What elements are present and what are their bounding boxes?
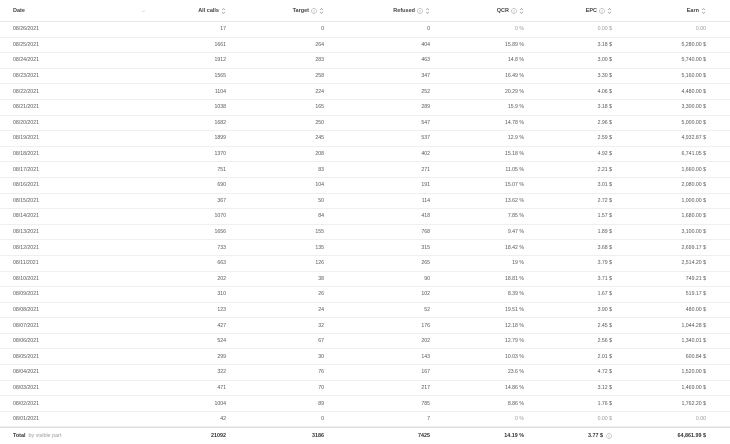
cell-refused: 7 xyxy=(427,416,430,423)
col-refused-label: Refused xyxy=(393,7,415,14)
cell-refused: 102 xyxy=(421,291,430,298)
cell-earn: 1,469.00 $ xyxy=(681,384,706,391)
cell-target: 135 xyxy=(315,244,324,251)
cell-date: 08/03/2021 xyxy=(13,384,39,391)
table-row[interactable] xyxy=(0,84,730,100)
cell-target: 165 xyxy=(315,104,324,111)
table-body xyxy=(0,22,730,427)
cell-date: 08/26/2021 xyxy=(13,26,39,33)
cell-calls: 1899 xyxy=(214,135,226,142)
cell-target: 264 xyxy=(315,41,324,48)
cell-epc: 3.18 $ xyxy=(597,41,612,48)
cell-refused: 537 xyxy=(421,135,430,142)
cell-refused: 418 xyxy=(421,213,430,220)
cell-earn: 0.00 xyxy=(695,26,706,33)
cell-earn: 3,300.00 $ xyxy=(681,104,706,111)
cell-target: 208 xyxy=(315,151,324,158)
footer-total-cell xyxy=(0,433,150,439)
cell-epc: 4.92 $ xyxy=(597,151,612,158)
cell-target: 155 xyxy=(315,229,324,236)
sort-icon[interactable] xyxy=(319,7,324,15)
cell-date: 08/14/2021 xyxy=(13,213,39,220)
col-calls-label: All calls xyxy=(198,7,219,14)
table-row[interactable] xyxy=(0,349,730,365)
table-row[interactable] xyxy=(0,194,730,210)
cell-epc: 1.76 $ xyxy=(597,400,612,407)
cell-epc: 3.18 $ xyxy=(597,104,612,111)
col-qcr-header[interactable] xyxy=(434,7,528,15)
cell-earn: 2,080.00 $ xyxy=(681,182,706,189)
cell-target: 250 xyxy=(315,119,324,126)
col-target-header[interactable] xyxy=(230,7,328,15)
cell-refused: 143 xyxy=(421,353,430,360)
cell-earn: 0.00 xyxy=(695,416,706,423)
cell-refused: 191 xyxy=(421,182,430,189)
cell-qcr: 15.07 % xyxy=(504,182,524,189)
cell-calls: 1682 xyxy=(214,119,226,126)
cell-date: 08/09/2021 xyxy=(13,291,39,298)
cell-calls: 1656 xyxy=(214,229,226,236)
cell-refused: 315 xyxy=(421,244,430,251)
table-row[interactable] xyxy=(0,256,730,272)
table-row[interactable] xyxy=(0,131,730,147)
cell-epc: 3.90 $ xyxy=(597,306,612,313)
cell-target: 83 xyxy=(318,166,324,173)
cell-target: 283 xyxy=(315,57,324,64)
cell-qcr: 15.9 % xyxy=(507,104,524,111)
cell-date: 08/05/2021 xyxy=(13,353,39,360)
cell-earn: 749.21 $ xyxy=(685,275,706,282)
cell-qcr: 10.03 % xyxy=(504,353,524,360)
cell-date: 08/22/2021 xyxy=(13,88,39,95)
cell-refused: 463 xyxy=(421,57,430,64)
cell-calls: 1070 xyxy=(214,213,226,220)
cell-epc: 3.12 $ xyxy=(597,384,612,391)
table-row[interactable] xyxy=(0,240,730,256)
cell-target: 67 xyxy=(318,338,324,345)
col-date-label: Date xyxy=(13,7,25,14)
cell-calls: 751 xyxy=(217,166,226,173)
cell-target: 104 xyxy=(315,182,324,189)
col-epc-label: EPC xyxy=(585,7,597,14)
cell-qcr: 8.86 % xyxy=(507,400,524,407)
cell-earn: 1,660.00 $ xyxy=(681,166,706,173)
cell-calls: 310 xyxy=(217,291,226,298)
info-icon[interactable] xyxy=(599,8,605,14)
cell-calls: 1004 xyxy=(214,400,226,407)
cell-date: 08/11/2021 xyxy=(13,260,39,267)
cell-qcr: 20.29 % xyxy=(504,88,524,95)
cell-qcr: 13.62 % xyxy=(504,197,524,204)
cell-date: 08/04/2021 xyxy=(13,369,39,376)
cell-epc: 0.00 $ xyxy=(597,26,612,33)
cell-calls: 1370 xyxy=(214,151,226,158)
cell-epc: 1.67 $ xyxy=(597,291,612,298)
footer-target: 3186 xyxy=(312,433,324,440)
table-row[interactable] xyxy=(0,178,730,194)
cell-refused: 252 xyxy=(421,88,430,95)
cell-date: 08/25/2021 xyxy=(13,41,39,48)
table-row[interactable] xyxy=(0,272,730,288)
sort-icon[interactable] xyxy=(141,7,146,15)
table-row[interactable] xyxy=(0,147,730,163)
cell-target: 76 xyxy=(318,369,324,376)
cell-refused: 176 xyxy=(421,322,430,329)
cell-epc: 4.72 $ xyxy=(597,369,612,376)
col-calls-header[interactable] xyxy=(150,7,230,15)
cell-qcr: 0 % xyxy=(515,416,524,423)
cell-date: 08/01/2021 xyxy=(13,416,39,423)
cell-earn: 4,480.00 $ xyxy=(681,88,706,95)
col-date-header[interactable] xyxy=(0,7,150,15)
cell-date: 08/16/2021 xyxy=(13,182,39,189)
cell-epc: 3.30 $ xyxy=(597,73,612,80)
cell-date: 08/02/2021 xyxy=(13,400,39,407)
cell-date: 08/06/2021 xyxy=(13,338,39,345)
col-target-label: Target xyxy=(292,7,309,14)
cell-calls: 123 xyxy=(217,306,226,313)
cell-target: 245 xyxy=(315,135,324,142)
col-earn-header[interactable] xyxy=(616,7,718,15)
cell-target: 32 xyxy=(318,322,324,329)
col-epc-header[interactable] xyxy=(528,7,616,15)
cell-qcr: 19 % xyxy=(512,260,524,267)
cell-earn: 480.00 $ xyxy=(685,306,706,313)
cell-qcr: 11.05 % xyxy=(505,166,524,173)
cell-qcr: 0 % xyxy=(515,26,524,33)
sort-icon[interactable] xyxy=(425,7,430,15)
cell-epc: 4.06 $ xyxy=(597,88,612,95)
cell-date: 08/13/2021 xyxy=(13,229,39,236)
cell-target: 84 xyxy=(318,213,324,220)
cell-calls: 1661 xyxy=(214,41,226,48)
cell-earn: 2,699.17 $ xyxy=(681,244,706,251)
cell-earn: 1,340.01 $ xyxy=(681,338,706,345)
col-earn-label: Earn xyxy=(686,7,699,14)
cell-epc: 2.96 $ xyxy=(597,119,612,126)
footer-earn: 64,861.99 $ xyxy=(677,433,706,440)
cell-epc: 2.56 $ xyxy=(597,338,612,345)
cell-refused: 404 xyxy=(421,41,430,48)
table-row[interactable] xyxy=(0,116,730,132)
cell-calls: 427 xyxy=(217,322,226,329)
footer-total-sublabel: by visible part xyxy=(28,433,62,440)
cell-earn: 5,160.00 $ xyxy=(681,73,706,80)
table-header xyxy=(0,0,730,22)
footer-epc: 3.77 $ xyxy=(588,433,603,440)
cell-date: 08/17/2021 xyxy=(13,166,39,173)
cell-target: 24 xyxy=(318,306,324,313)
cell-calls: 1912 xyxy=(214,57,226,64)
cell-epc: 2.59 $ xyxy=(597,135,612,142)
cell-earn: 4,932.87 $ xyxy=(681,135,706,142)
sort-icon[interactable] xyxy=(701,7,706,15)
cell-qcr: 8.39 % xyxy=(507,291,524,298)
cell-epc: 3.01 $ xyxy=(597,182,612,189)
table-row[interactable] xyxy=(0,287,730,303)
cell-target: 258 xyxy=(315,73,324,80)
cell-qcr: 7.85 % xyxy=(507,213,524,220)
cell-qcr: 12.79 % xyxy=(504,338,524,345)
footer-qcr: 14.19 % xyxy=(504,433,524,440)
table-row[interactable] xyxy=(0,303,730,319)
cell-refused: 0 xyxy=(427,26,430,33)
cell-refused: 402 xyxy=(421,151,430,158)
cell-earn: 6,741.05 $ xyxy=(681,151,706,158)
cell-target: 38 xyxy=(318,275,324,282)
cell-calls: 202 xyxy=(217,275,226,282)
info-icon[interactable] xyxy=(511,8,517,14)
cell-date: 08/15/2021 xyxy=(13,197,39,204)
table-row[interactable] xyxy=(0,225,730,241)
cell-target: 70 xyxy=(318,384,324,391)
cell-calls: 42 xyxy=(220,416,226,423)
sort-icon[interactable] xyxy=(607,7,612,15)
cell-qcr: 18.81 % xyxy=(504,275,524,282)
cell-target: 50 xyxy=(318,197,324,204)
cell-refused: 52 xyxy=(424,306,430,313)
cell-date: 08/19/2021 xyxy=(13,135,39,142)
cell-calls: 663 xyxy=(217,260,226,267)
table-row[interactable] xyxy=(0,162,730,178)
info-icon[interactable] xyxy=(417,8,423,14)
footer-calls: 21092 xyxy=(211,433,226,440)
cell-calls: 17 xyxy=(220,26,226,33)
table-row[interactable] xyxy=(0,209,730,225)
cell-refused: 547 xyxy=(421,119,430,126)
footer-refused: 7425 xyxy=(418,433,430,440)
table-row[interactable] xyxy=(0,412,730,428)
cell-calls: 690 xyxy=(217,182,226,189)
cell-refused: 114 xyxy=(421,197,430,204)
cell-qcr: 15.89 % xyxy=(504,41,524,48)
cell-qcr: 23.6 % xyxy=(507,369,524,376)
cell-target: 89 xyxy=(318,400,324,407)
cell-qcr: 14.86 % xyxy=(504,384,524,391)
table-row[interactable] xyxy=(0,365,730,381)
cell-refused: 265 xyxy=(421,260,430,267)
cell-earn: 5,740.00 $ xyxy=(681,57,706,64)
cell-date: 08/08/2021 xyxy=(13,306,39,313)
cell-calls: 367 xyxy=(217,197,226,204)
cell-date: 08/10/2021 xyxy=(13,275,39,282)
cell-epc: 3.00 $ xyxy=(597,57,612,64)
cell-qcr: 12.9 % xyxy=(507,135,524,142)
cell-epc: 3.79 $ xyxy=(597,260,612,267)
cell-epc: 2.72 $ xyxy=(597,197,612,204)
info-icon[interactable] xyxy=(311,8,317,14)
cell-qcr: 14.8 % xyxy=(507,57,524,64)
cell-calls: 1038 xyxy=(214,104,226,111)
cell-epc: 2.45 $ xyxy=(597,322,612,329)
table-row[interactable] xyxy=(0,69,730,85)
cell-qcr: 14.78 % xyxy=(504,119,524,126)
cell-calls: 322 xyxy=(217,369,226,376)
table-footer xyxy=(0,427,730,444)
cell-qcr: 16.49 % xyxy=(504,73,524,80)
cell-date: 08/18/2021 xyxy=(13,151,39,158)
table-row[interactable] xyxy=(0,396,730,412)
cell-earn: 3,100.00 $ xyxy=(681,229,706,236)
footer-epc-cell xyxy=(528,433,616,439)
cell-target: 26 xyxy=(318,291,324,298)
cell-calls: 299 xyxy=(217,353,226,360)
cell-qcr: 19.51 % xyxy=(504,306,524,313)
cell-target: 126 xyxy=(315,260,324,267)
cell-calls: 524 xyxy=(217,338,226,345)
cell-epc: 2.21 $ xyxy=(597,166,612,173)
cell-epc: 2.01 $ xyxy=(597,353,612,360)
cell-refused: 90 xyxy=(424,275,430,282)
cell-earn: 519.17 $ xyxy=(685,291,706,298)
cell-earn: 5,280.00 $ xyxy=(681,41,706,48)
cell-earn: 1,044.28 $ xyxy=(681,322,706,329)
cell-epc: 3.68 $ xyxy=(597,244,612,251)
sort-icon[interactable] xyxy=(519,7,524,15)
cell-target: 224 xyxy=(315,88,324,95)
cell-earn: 600.84 $ xyxy=(685,353,706,360)
table-row[interactable] xyxy=(0,53,730,69)
cell-calls: 733 xyxy=(217,244,226,251)
table-row[interactable] xyxy=(0,22,730,38)
cell-earn: 2,514.20 $ xyxy=(681,260,706,267)
cell-date: 08/12/2021 xyxy=(13,244,39,251)
cell-refused: 785 xyxy=(421,400,430,407)
cell-earn: 1,000.00 $ xyxy=(681,197,706,204)
cell-target: 0 xyxy=(321,26,324,33)
cell-refused: 217 xyxy=(421,384,430,391)
cell-earn: 1,520.00 $ xyxy=(681,369,706,376)
cell-calls: 471 xyxy=(217,384,226,391)
sort-icon[interactable] xyxy=(221,7,226,15)
cell-epc: 1.89 $ xyxy=(597,229,612,236)
cell-qcr: 18.42 % xyxy=(504,244,524,251)
cell-earn: 5,000.00 $ xyxy=(681,119,706,126)
cell-calls: 1104 xyxy=(214,88,226,95)
col-qcr-label: QCR xyxy=(496,7,509,14)
cell-refused: 167 xyxy=(421,369,430,376)
cell-target: 0 xyxy=(321,416,324,423)
cell-refused: 768 xyxy=(421,229,430,236)
cell-target: 30 xyxy=(318,353,324,360)
cell-qcr: 15.18 % xyxy=(504,151,524,158)
cell-date: 08/23/2021 xyxy=(13,73,39,80)
cell-earn: 1,762.20 $ xyxy=(681,400,706,407)
table-row[interactable] xyxy=(0,381,730,397)
cell-epc: 0.00 $ xyxy=(597,416,612,423)
cell-calls: 1565 xyxy=(214,73,226,80)
cell-refused: 202 xyxy=(421,338,430,345)
cell-refused: 289 xyxy=(421,104,430,111)
table-row[interactable] xyxy=(0,38,730,54)
cell-qcr: 9.47 % xyxy=(507,229,524,236)
table-row[interactable] xyxy=(0,334,730,350)
table-row[interactable] xyxy=(0,100,730,116)
table-row[interactable] xyxy=(0,318,730,334)
cell-date: 08/21/2021 xyxy=(13,104,39,111)
cell-qcr: 12.18 % xyxy=(504,322,524,329)
cell-date: 08/24/2021 xyxy=(13,57,39,64)
cell-date: 08/20/2021 xyxy=(13,119,39,126)
cell-earn: 1,680.00 $ xyxy=(681,213,706,220)
col-refused-header[interactable] xyxy=(328,7,434,15)
info-icon[interactable] xyxy=(606,433,612,439)
cell-date: 08/07/2021 xyxy=(13,322,39,329)
cell-epc: 1.57 $ xyxy=(597,213,612,220)
cell-refused: 271 xyxy=(421,166,430,173)
footer-total-label: Total xyxy=(13,433,26,440)
cell-epc: 3.71 $ xyxy=(597,275,612,282)
cell-refused: 347 xyxy=(421,73,430,80)
